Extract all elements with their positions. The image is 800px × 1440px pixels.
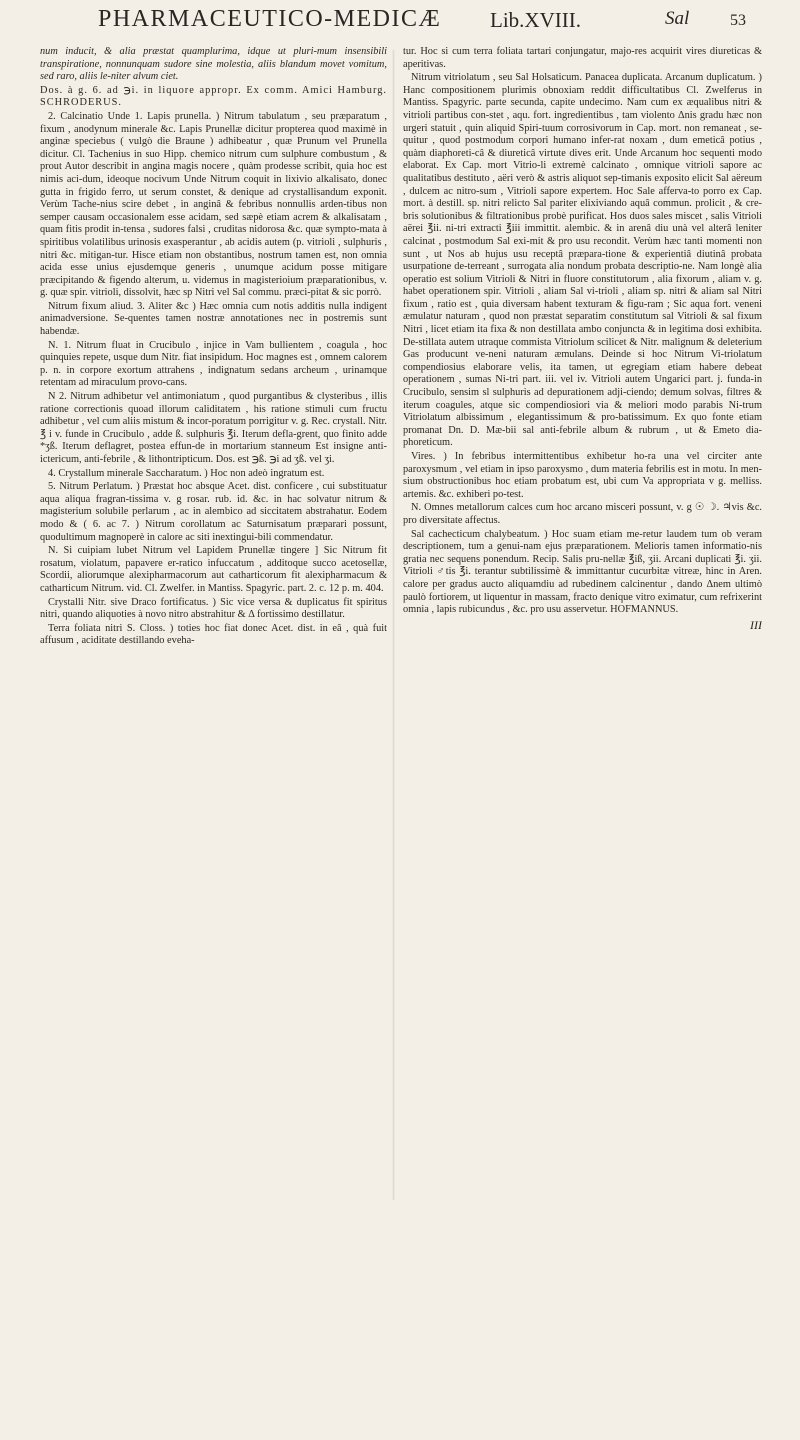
running-head-book: Lib.XVIII. [490, 8, 581, 32]
blank-page-area [0, 1230, 800, 1440]
running-head-section: Sal [665, 8, 690, 29]
running-head-title: PHARMACEUTICO-MEDICÆ [98, 6, 442, 32]
paragraph: Sal cachecticum chalybeatum. ) Hoc suam etiam me-retur laudem tum ob veram descriptionem, tum a genui-nam ejus præparationem. Melioris tamen informatio-nis gratia nec sequens ponendum. Recip. Salis pru-nellæ ℥iß, ʒii. Arcani duplicati ℥i. ʒii. Vitrioli ♂tis ℥i. terantur subtilissimè & immittantur cucurbitæ vitreæ, hinc in Aren. calore per gradus aucto aliquamdiu ad rubedinem calcinentur , dando Δnem ultimò paulò fortiorem, ut liquentur in massam, fracto denique vitro eximatur, cum refrixerint omnia , lapis rubicundus , &c. pro usu asservetur. HOFMANNUS. [403, 528, 762, 616]
running-head [60, 6, 780, 46]
column-gutter [392, 50, 395, 1200]
paragraph: N. 1. Nitrum fluat in Crucibulo , injice in Vam bullientem , coagula , hoc quinquies repete, usque dum Nitr. fiat insipidum. Hoc magnes est , omnem calorem p. n. in corpore exortum attrahens , indignatum sedans archeum , urinamque retentam ad miraculum provo-cans. [40, 339, 387, 389]
left-text-column [40, 46, 387, 1136]
paragraph: III [750, 617, 762, 632]
paragraph: num inducit, & alia præstat quamplurima, idque ut pluri-mum insensibili transpiratione, nonnunquam sudore sine molestia, aliis blandum movet vomitum, sed raro, aliis le-niter alvum ciet. [40, 46, 387, 83]
paragraph: Dos. à g. 6. ad ℈i. in liquore appropr. Ex comm. Amici Hamburg. SCHRODERUS. [40, 84, 387, 109]
paragraph: tur. Hoc si cum terra foliata tartari conjungatur, majo-res acquirit vires diureticas & aperitivas. [403, 46, 762, 70]
page-number: 53 [730, 12, 746, 29]
paragraph: Terra foliata nitri S. Closs. ) toties hoc fiat donec Acet. dist. in eâ , quà fuit affusum , aciditate destillando eveha- [40, 622, 387, 647]
paragraph: 4. Crystallum minerale Saccharatum. ) Hoc non adeò ingratum est. [48, 467, 325, 479]
paragraph: 2. Calcinatio Unde 1. Lapis prunella. ) Nitrum tabulatum , seu præparatum , fixum , anodynum minerale &c. Lapis Prunellæ dicitur propterea quod maximè in anginæ speciebus ( vulgò die Braune ) adhibeatur , quæ Prunum vel Prunella dicitur. Cl. Tachenius in suo Hipp. chemico nitrum cum sulphure combustum , & prout Autor describit in angina magis nocere , quàm prodesse scribit, quia hoc est nimis aci-dum, ideoque nocivum Unde Nitrum coquit in lixivio alkalisato, donec gutta in frigido ferro, ut serum constet, & denique ad crystallisandum exponit. Verùm Tache-nius scire debet , in anginâ & febribus nonnullis arden-tibus non semper causam occasionalem esse acidam, sed sæpè etiam acrem & alkalisatam , quam fitis prodit in-tensa , sudores falsi , cruditas nidorosa &c. quæ sympto-mata à spiritibus volatilibus urinosis exasperantur , ab acidis autem (p. vitrioli , sulphuris , nitri &c. mitigan-tur. Hisce etiam non obstantibus, nostrum tamen est, non omnia acida esse unius ejusdemque generis , unumque acidum posse mitigare præcipitando & figendo alterum, u. videmus in magisterioium præparationibus, v. g. quæ spir. vitrioli, dissolvit, hæc sp Nitri vel Sal commu. præci-pitat & sic porrò. [40, 110, 387, 299]
paragraph: Crystalli Nitr. sive Draco fortificatus. ) Sic vice versa & duplicatus fit spiritus nitri, quando aliquoties à novo nitro abstrahitur & Δ fortissimo destillatur. [40, 596, 387, 621]
right-text-column [403, 46, 762, 1256]
paragraph: N. Omnes metallorum calces cum hoc arcano misceri possunt, v. g ☉ ☽. ♃vis &c. pro diversitate affectus. [403, 502, 762, 526]
paragraph: Nitrum fixum aliud. 3. Aliter &c ) Hæc omnia cum notis additis nulla indigent animadversione. Se-quentes tamen nostræ annotationes nec in postremis sunt habendæ. [40, 300, 387, 338]
paragraph: N. Si cuipiam lubet Nitrum vel Lapidem Prunellæ tingere ] Sic Nitrum fit rosatum, violatum, papavere er-ratico infuccatum , additoque succo acetosellæ, Scordii, aliorumque alexipharmacorum aut catharticorum fit alexipharmacum & catharticum Nitrum. vid. Cl. Zwelfer. in Mantiss. Spagyric. part. 2. c. 12 p. m. 404. [40, 545, 387, 594]
paragraph: 5. Nitrum Perlatum. ) Præstat hoc absque Acet. dist. conficere , cui substituatur aqua aliqua fragran-tissima v. g rosar. rub. id. &c. in hac solvatur nitrum & magisterium solubile perlarum , ac in alembico ad siccitatem abstrahatur. Eodem modo & ( 6. ac 7. ) Nitrum corollatum ac Saturnisatum præparari possunt, quodultimum magnoperè in calore ac siti inextingui-bili commendatur. [40, 481, 387, 543]
paragraph: Nitrum vitriolatum , seu Sal Holsaticum. Panacea duplicata. Arcanum duplicatum. ) Hanc compositionem plurimis obnoxiam reddit difficultatibus Cl. Zwelferus in Mantiss. Spagyric. parte secunda, capite undecimo. Nam cum ex æqualibus nitri & vitrioli partibus con-stet , aqu. fort. ingredientibus , tam violento Δnis gradu hæc non urgeri statuit , quin aliquid Spiri-tuum corrosivorum in Cap. mort. non remaneat , se-quitur , quod postmodum corpori humano infer-rat noxam , dum emeticâ potius , quàm diaphoreti-câ & diureticâ virtute dives erit. Unde Arcanum hoc sequenti modo elaborat. Ex Cap. mort Vitrio-li extremè calcinato , omnique vitrioli sapore ac qualitatibus destituto , aëri verò & astris aliquot sep-timanis exposito elicit Sal aëreum , dulcem ac nitro-sum , Vitrioli sapore expertem. Hoc Sale afferva-to porro ex Cap. mort. à destill. sp. nitri relicto Sal pariter elixiviando aquâ commun. prolicit , & cre-bris solutionibus & filtrationibus probè purificat. Hos duos sales miscet , salis Vitrioli aërei ℥ii. ni-tri extracti ℥iii immittit. alembic. & in arenâ diu unà vel alterâ leniter calcinat , postmodum Sal exi-mit & pro usu recondit. Verùm hæc tanti momenti non sunt , ut Nos ab hujus usu receptâ præpara-tione & experientiâ diutinâ probata usurpatione de-terreant , surrogata alia nondum probata descriptio-ne. Nam longè alia operatio est solium Vitrioli & Nitri in fluore constitutorum , alia fixorum , aliam v. g. habet operationem spir. Vitrioli , aliam Sal vi-trioli , aliam sp. nitri & aliam sal Nitri fixum , ratio est , quia diversam habent texturam & figu-ram ; Sic aqua fort. veneni æmulatur naturam , quod non præstat separatim constitutum sal Vitrioli & sal fixum Nitri , licet etiam ita fixa & non destillata ambo conjuncta & in legitima dosi exhibita. De-stillata autem utraque commista Vitriolum scilicet & Nitr. malignum & deleterium Gas producunt ve-neni naturam æmulans. Deinde si hoc Nitrum Vi-triolatum compendiosius elaborare velis, ita tamen, ut egregiam etiam habere debeat operationem , sumas Ni-tri part. iii. vel iv. Vitrioli autem Ungarici part. j. funda-in Crucibulo, sensim sl sulphuris ad depurationem adji-ciendo; demum solvas, filtres & iterum coagules, atque sic compendiosiori via & meliori modo parabis Ni-trum Vitriolatum albissimum , elegantissimum & pro-batissimum. Ex quo fonte etiam promanat Dn. D. Mæ-bii sal anti-febrile album & rubrum , ut & Emeto dia-phoreticum. [403, 72, 762, 449]
paragraph: Vires. ) In febribus intermittentibus exhibetur ho-ra una vel circiter ante paroxysmum , vel etiam in ipso paroxysmo , dum materia febrilis est in motu. In men-sium obstructionibus hoc etiam probatum est, ubi cum Va appropriata v g. melliss. artemis. &c. exhiberi po-test. [403, 451, 762, 500]
paragraph: N 2. Nitrum adhibetur vel antimoniatum , quod purgantibus & clysteribus , illis ratione correctionis quoad illorum caliditatem , his ratione stimuli cum fructu adhibetur , vel cum aliis mistum & incor-poratum porrigitur v. g. Rec. crystall. Nitr. ℥ i v. funde in Crucibulo , adde ß. sulphuris ℥i. Iterum defla-grent, quo finito adde *ʒß. Iterum deflagret, postea effun-de in mortarium stanneum Est insigne anti-ictericum, anti-febrile , & lithontripticum. Dos. est ℈ß. ℈i ad ʒß. vel ʒi. [40, 391, 387, 465]
